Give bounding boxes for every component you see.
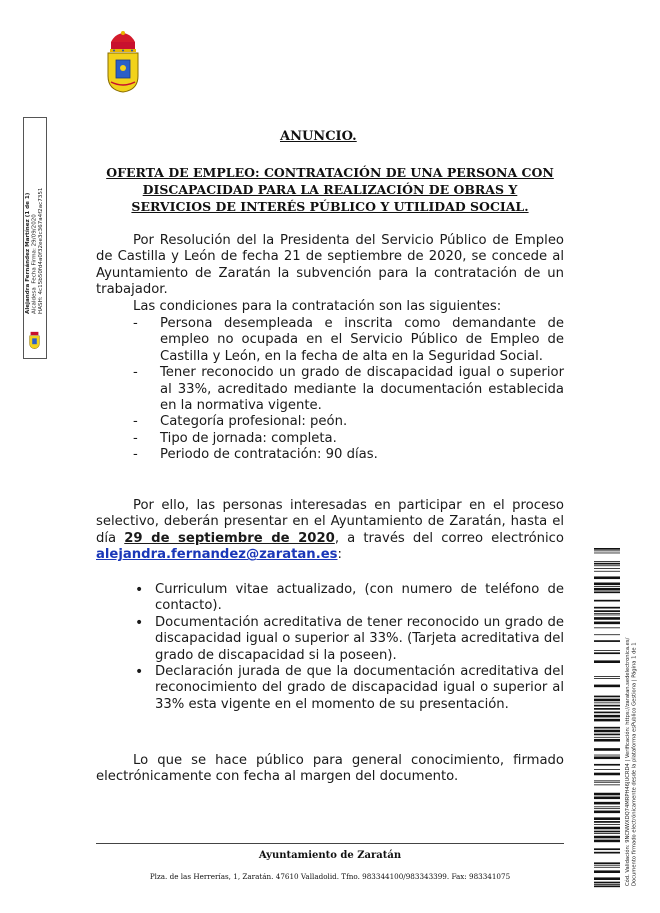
footer-organization: Ayuntamiento de Zaratán (258, 850, 402, 861)
signature-date: Fecha Firma: 29/09/2020 (31, 214, 38, 284)
list-item: - Categoría profesional: peón. (133, 414, 564, 430)
paragraph-closing: Lo que se hace público para general conocimiento, firmado electrónicamente con fecha al margen del documento. (96, 753, 564, 785)
list-item: - Tipo de jornada: completa. (133, 431, 564, 447)
coat-of-arms-icon (103, 30, 143, 94)
footer-divider (96, 843, 564, 844)
list-item: • Curriculum vitae actualizado, (con numero de teléfono de contacto). (133, 582, 564, 615)
page-title: ANUNCIO. (280, 129, 357, 144)
conditions-intro: Las condiciones para la contratación son las siguientes: (133, 299, 502, 314)
offer-title: OFERTA DE EMPLEO: CONTRATACIÓN DE UNA PERSONA CON DISCAPACIDAD PARA LA REALIZACIÓN DE OBRAS Y SERVICIOS DE INTERÉS PÚBLICO Y UTILIDAD SOCIAL. (106, 165, 554, 214)
signature-text (25, 120, 45, 314)
barcode-icon (594, 548, 620, 888)
email-link[interactable]: alejandra.fernandez@zaratan.es (96, 547, 338, 563)
signature-signer: Alejandra Fernández Martínez (1 de 1) (25, 192, 31, 314)
documents-list (133, 582, 564, 713)
list-item: - Tener reconocido un grado de discapacidad igual o superior al 33%, acreditado mediante la documentación establecida en la normativa vigente. (133, 365, 564, 414)
paragraph-application (96, 498, 564, 564)
deadline-date: 29 de septiembre de 2020 (124, 530, 335, 546)
electronic-signature-stamp (23, 117, 47, 359)
signature-role: Alcaldesa (31, 287, 38, 314)
list-item: - Periodo de contratación: 90 días. (133, 447, 564, 463)
verification-text (625, 586, 641, 886)
application-text: Por ello, las personas interesadas en participar en el proceso selectivo, deberán presentar en el Ayuntamiento de Zaratán, hasta el día (96, 498, 564, 546)
application-text-end: : (337, 547, 342, 563)
list-item: • Documentación acreditativa de tener reconocido un grado de discapacidad igual o superior al 33%. (Tarjeta acreditativa del grado de discapacidad si la poseen). (133, 615, 564, 664)
list-item: • Declaración jurada de que la documentación acreditativa del reconocimiento del grado de discapacidad igual o superior al 33% esta vigente en el momento de su presentación. (133, 664, 564, 713)
signature-hash: HASH: 4c15b50fd4a0f32ee3c367a4f2ac7351 (37, 187, 44, 314)
footer-address: Plza. de las Herrerías, 1, Zaratán. 47610 Valladolid. Tfno. 983344100/983343399. Fax: 983341075 (149, 872, 511, 881)
application-text-mid: , a través del correo electrónico (334, 530, 564, 546)
list-item: - Persona desempleada e inscrita como demandante de empleo no ocupada en el Servicio Público de Empleo de Castilla y León, en la fecha de alta en la Seguridad Social. (133, 316, 564, 365)
paragraph-resolution: Por Resolución del la Presidenta del Servicio Público de Empleo de Castilla y León de fecha 21 de septiembre de 2020, se concede al Ayuntamiento de Zaratán la subvención para la contratación de un trabajador. (96, 233, 564, 298)
conditions-list (133, 316, 564, 464)
mini-coat-of-arms-icon (28, 328, 41, 350)
verification-platform: Documento firmado electrónicamente desde la plataforma esPublico Gestiona | Página 1 de 1 (631, 642, 638, 886)
verification-code: Cód. Validación: 9NCNWXDQ74MRPH46JUCRD4 | Verificación: https://zaratan.sedelectronica.es/ (625, 637, 631, 886)
